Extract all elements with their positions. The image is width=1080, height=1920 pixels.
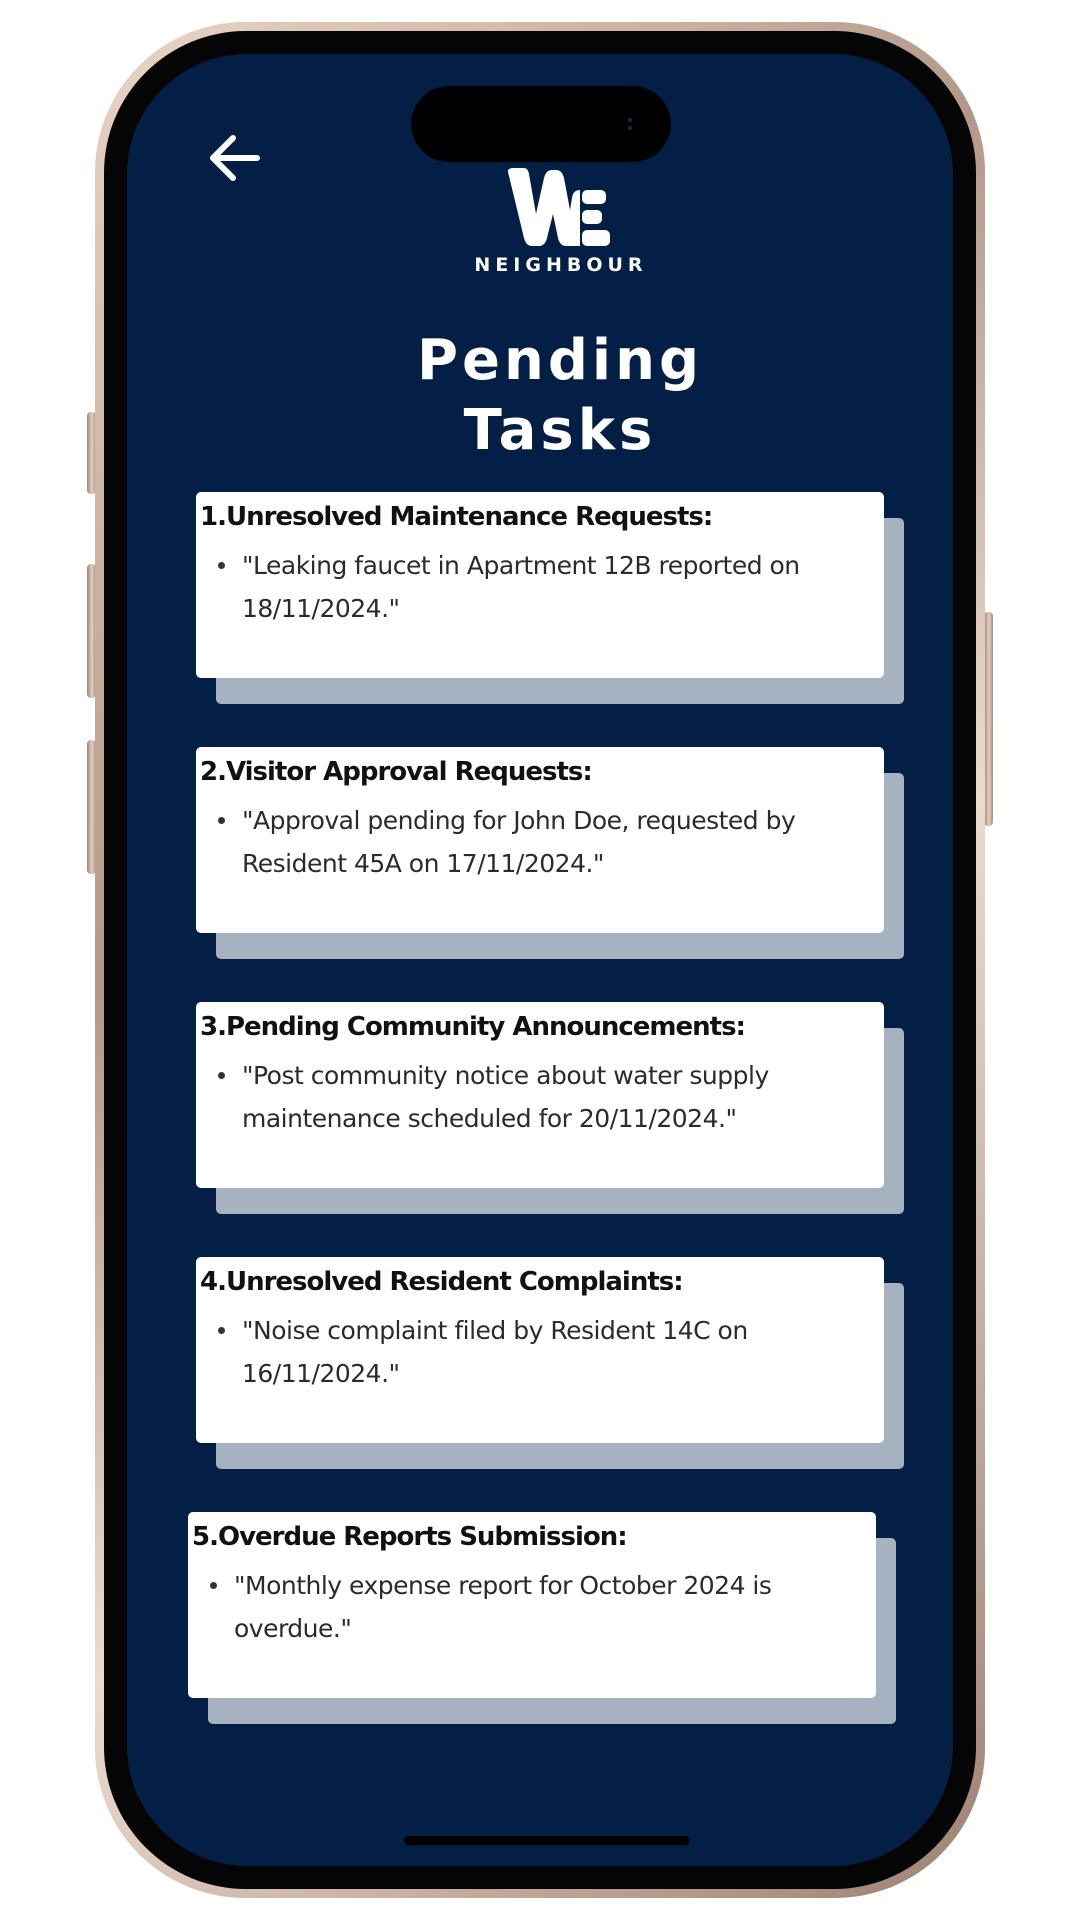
page-title-line-2: Tasks	[463, 398, 657, 463]
task-card-title: 5.Overdue Reports Submission:	[192, 1522, 627, 1552]
task-card-wrapper	[188, 1512, 896, 1724]
page-title	[330, 326, 790, 466]
task-card-detail: "Approval pending for John Doe, requested by Resident 45A on 17/11/2024."	[200, 799, 874, 885]
we-neighbour-logo	[456, 168, 666, 284]
task-card-visitor-approval[interactable]	[196, 747, 884, 933]
task-card-wrapper	[196, 747, 904, 959]
arrow-left-icon	[205, 130, 265, 186]
task-card-maintenance[interactable]	[196, 492, 884, 678]
task-card-title: 3.Pending Community Announcements:	[200, 1012, 745, 1042]
task-card-title: 2.Visitor Approval Requests:	[200, 757, 592, 787]
task-card-complaints[interactable]	[196, 1257, 884, 1443]
task-card-wrapper	[196, 1002, 904, 1214]
logo-mark	[506, 168, 616, 250]
back-button[interactable]	[205, 130, 265, 186]
task-card-detail: "Noise complaint filed by Resident 14C on 16/11/2024."	[200, 1309, 874, 1395]
task-card-overdue-reports[interactable]	[188, 1512, 876, 1698]
page-title-line-1: Pending	[416, 328, 704, 393]
task-card-wrapper	[196, 1257, 904, 1469]
power-button	[984, 612, 993, 826]
task-card-announcements[interactable]	[196, 1002, 884, 1188]
task-card-wrapper	[196, 492, 904, 704]
task-card-detail: "Leaking faucet in Apartment 12B reported on 18/11/2024."	[200, 544, 874, 630]
camera-sensor-icon	[628, 118, 634, 130]
task-card-detail: "Post community notice about water supply maintenance scheduled for 20/11/2024."	[200, 1054, 874, 1140]
task-card-detail: "Monthly expense report for October 2024 is overdue."	[192, 1564, 866, 1650]
home-indicator[interactable]	[404, 1836, 690, 1845]
logo-wordmark: NEIGHBOUR	[474, 254, 648, 276]
task-card-title: 1.Unresolved Maintenance Requests:	[200, 502, 713, 532]
task-card-title: 4.Unresolved Resident Complaints:	[200, 1267, 683, 1297]
